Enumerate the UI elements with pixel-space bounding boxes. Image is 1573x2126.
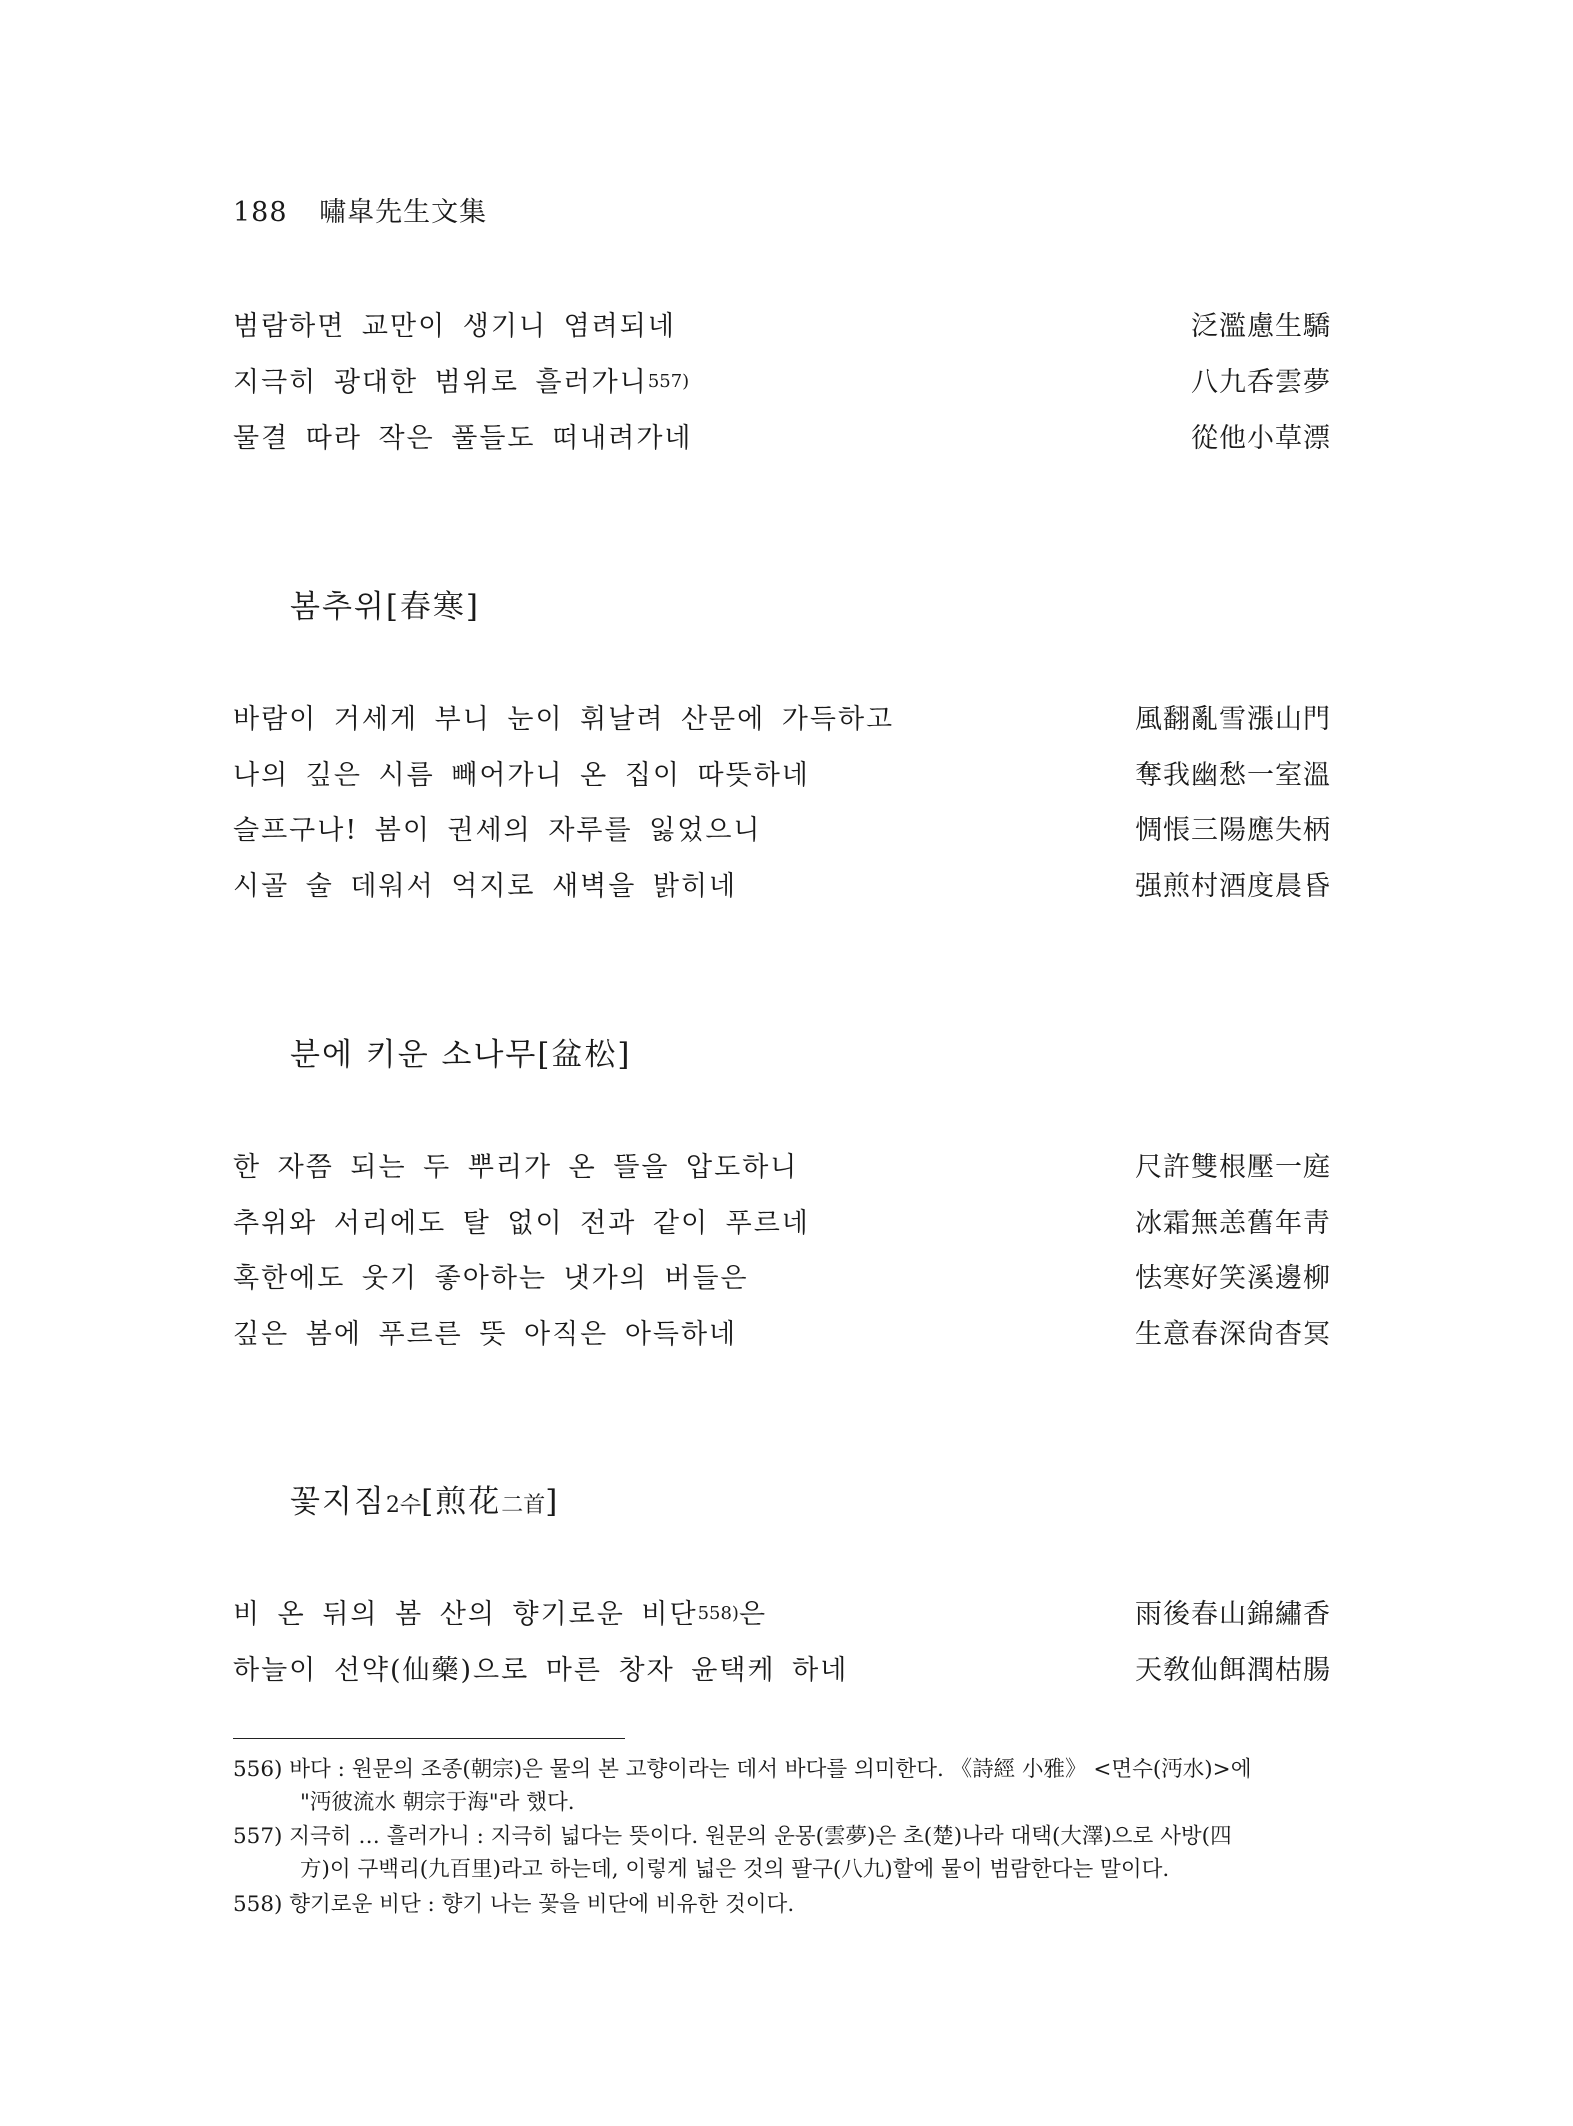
korean-translation: 지극히 광대한 범위로 흘러가니557) bbox=[233, 367, 690, 398]
footnote-ref: 557) bbox=[647, 371, 690, 392]
korean-translation: 슬프구나! 봄이 권세의 자루를 잃었으니 bbox=[233, 815, 762, 846]
chinese-original: 從他小草漂 bbox=[1191, 423, 1331, 454]
chinese-original: 泛濫慮生驕 bbox=[1191, 311, 1331, 342]
poem-line bbox=[233, 419, 1331, 459]
korean-translation: 깊은 봄에 푸르른 뜻 아직은 아득하네 bbox=[233, 1319, 738, 1350]
poem-line bbox=[233, 867, 1331, 907]
page-number: 188 bbox=[233, 197, 288, 228]
book-title: 嘯皐先生文集 bbox=[319, 197, 488, 228]
poem-line bbox=[233, 700, 1331, 740]
korean-translation: 혹한에도 웃기 좋아하는 냇가의 버들은 bbox=[233, 1263, 749, 1294]
korean-translation: 시골 술 데워서 억지로 새벽을 밝히네 bbox=[233, 871, 738, 902]
footnote: 556) 바다 : 원문의 조종(朝宗)은 물의 본 고향이라는 데서 바다를 의미한다. 《詩經 小雅》 <면수(沔水)>에 "沔彼流水 朝宗于海"라 했다. bbox=[233, 1757, 1252, 1815]
korean-translation: 추위와 서리에도 탈 없이 전과 같이 푸르네 bbox=[233, 1208, 810, 1239]
footnote-divider bbox=[233, 1738, 625, 1739]
korean-translation: 물결 따라 작은 풀들도 떠내려가네 bbox=[233, 423, 693, 454]
footnote: 557) 지극히 … 흘러가니 : 지극히 넓다는 뜻이다. 원문의 운몽(雲夢)은 초(楚)나라 대택(大澤)으로 사방(四 方)이 구백리(九百里)라고 하는데, 이렇게 넓은 것의 팔구(八九)할에 물이 범람한다는 말이다. bbox=[233, 1824, 1232, 1882]
korean-translation: 한 자쯤 되는 두 뿌리가 온 뜰을 압도하니 bbox=[233, 1152, 799, 1183]
chinese-original: 怯寒好笑溪邊柳 bbox=[1135, 1263, 1331, 1294]
footnote-ref: 558) bbox=[697, 1603, 739, 1624]
running-head bbox=[233, 190, 487, 229]
poem-title: 봄추위[春寒] bbox=[290, 589, 481, 625]
poem-line bbox=[233, 307, 1331, 347]
korean-translation: 나의 깊은 시름 빼어가니 온 집이 따뜻하네 bbox=[233, 760, 810, 791]
poem-line bbox=[233, 756, 1331, 796]
chinese-original: 風翻亂雪漲山門 bbox=[1135, 704, 1331, 735]
korean-translation: 범람하면 교만이 생기니 염려되네 bbox=[233, 311, 676, 342]
chinese-original: 尺許雙根壓一庭 bbox=[1135, 1152, 1331, 1183]
poem-title: 꽃지짐2수[煎花二首] bbox=[290, 1484, 560, 1520]
poem-line bbox=[233, 811, 1331, 851]
poem-line bbox=[233, 1148, 1331, 1188]
korean-translation: 바람이 거세게 부니 눈이 휘날려 산문에 가득하고 bbox=[233, 704, 895, 735]
poem-line bbox=[233, 1315, 1331, 1355]
korean-translation: 하늘이 선약(仙藥)으로 마른 창자 윤택케 하네 bbox=[233, 1655, 849, 1686]
poem-title: 분에 키운 소나무[盆松] bbox=[290, 1037, 632, 1073]
title-count: 2수 bbox=[385, 1493, 422, 1518]
korean-translation: 비 온 뒤의 봄 산의 향기로운 비단558)은 bbox=[233, 1599, 768, 1630]
chinese-original: 雨後春山錦繡香 bbox=[1135, 1599, 1331, 1630]
poem-line bbox=[233, 363, 1331, 403]
chinese-original: 八九呑雲夢 bbox=[1191, 367, 1331, 398]
chinese-original: 惆悵三陽應失柄 bbox=[1135, 815, 1331, 846]
chinese-original: 生意春深尙杳冥 bbox=[1135, 1319, 1331, 1350]
chinese-original: 冰霜無恙舊年靑 bbox=[1135, 1208, 1331, 1239]
footnote: 558) 향기로운 비단 : 향기 나는 꽃을 비단에 비유한 것이다. bbox=[233, 1892, 795, 1917]
chinese-original: 强煎村酒度晨昏 bbox=[1135, 871, 1331, 902]
poem-line bbox=[233, 1595, 1331, 1635]
chinese-original: 天敎仙餌潤枯腸 bbox=[1135, 1655, 1331, 1686]
poem-line bbox=[233, 1259, 1331, 1299]
poem-line bbox=[233, 1204, 1331, 1244]
poem-line bbox=[233, 1651, 1331, 1691]
chinese-original: 奪我幽愁一室溫 bbox=[1135, 760, 1331, 791]
